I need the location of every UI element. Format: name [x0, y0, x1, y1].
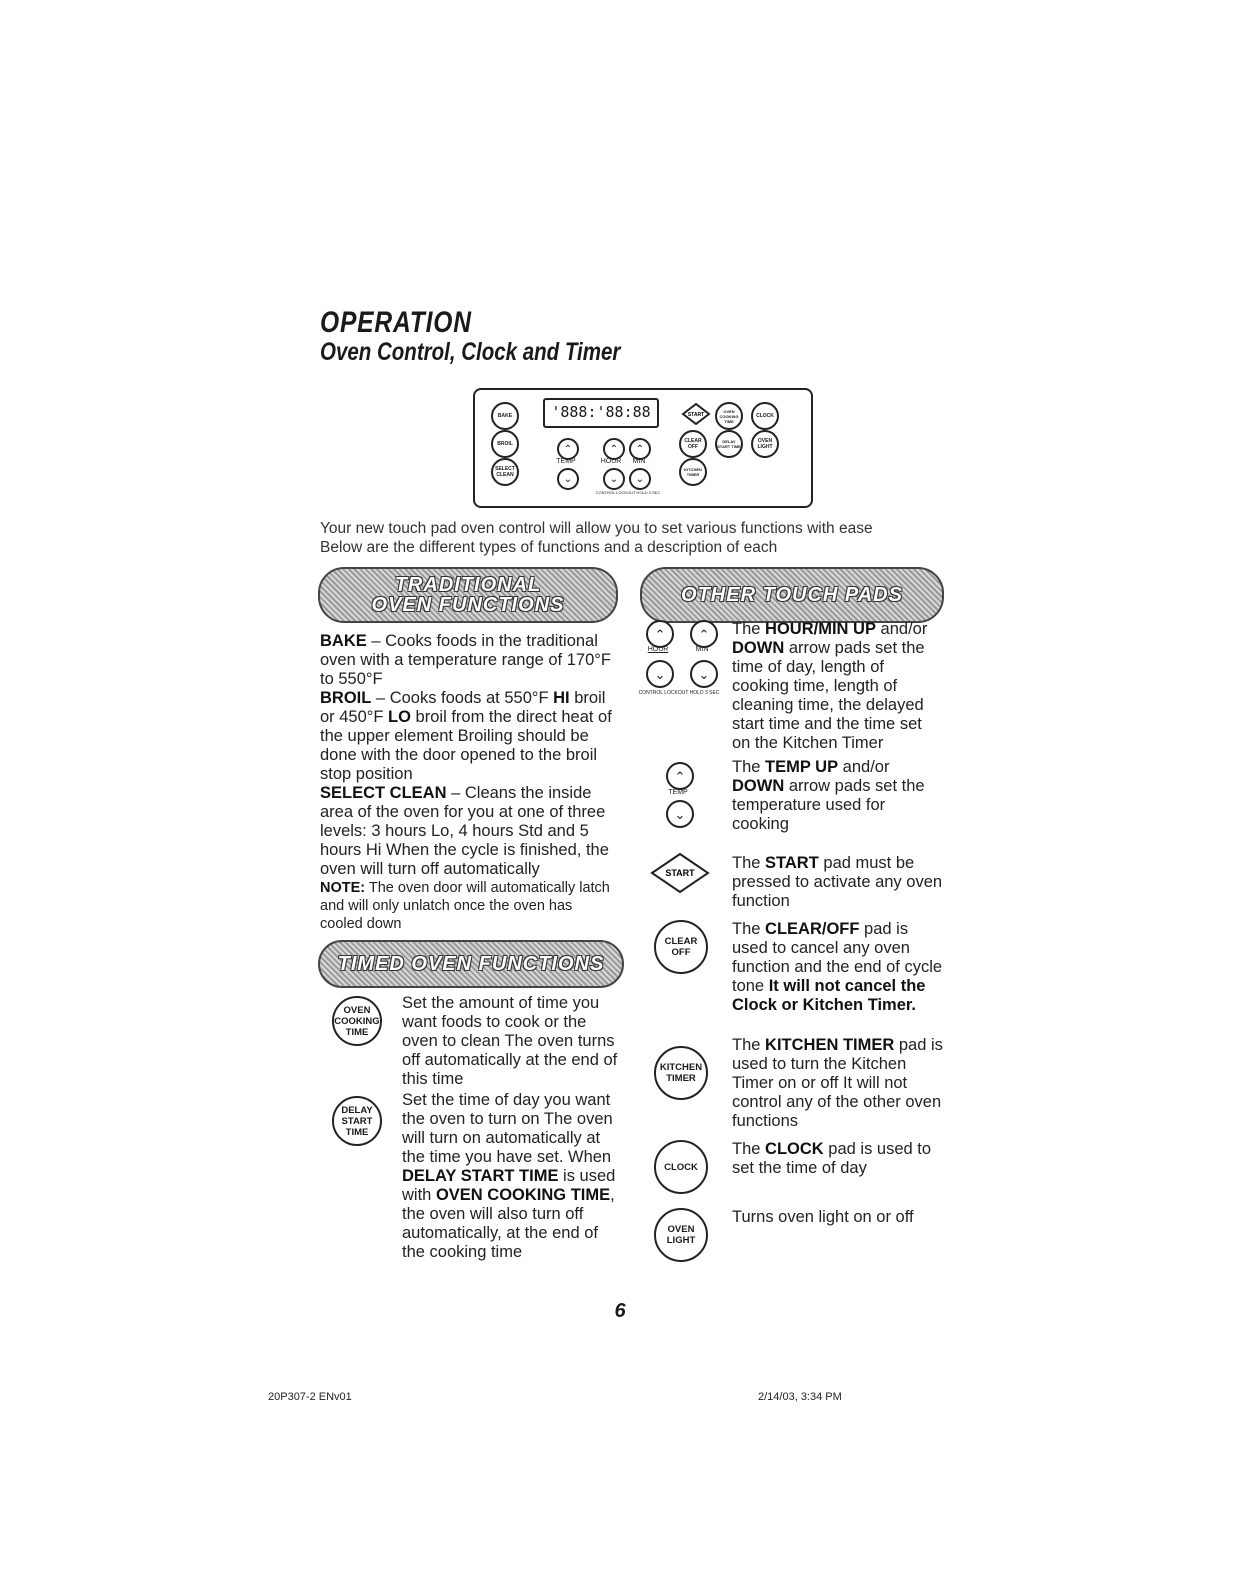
start-pad-illustration [681, 402, 711, 426]
clock-pad-illustration: CLOCK [751, 402, 779, 430]
delay-start-time-text: Set the time of day you want the oven to turn on The oven will turn on automatically at the time you have set. When DELAY START TIME is used with OVEN COOKING TIME, the oven will also turn off automatically, at the end of the cooking time [402, 1091, 616, 1261]
temp-label: TEMP [556, 458, 576, 465]
section-title: OPERATION [320, 306, 472, 339]
traditional-oven-functions-banner [318, 567, 618, 623]
kitchen-timer-description: The KITCHEN TIMER pad is used to turn the Kitchen Timer on or off It will not control any of the other oven functions [732, 1036, 943, 1130]
broil-paragraph: BROIL – Cooks foods at 550°F HI broil or 450°F LO broil from the direct heat of the upper element Broiling should be done with the door opened to the broil stop position [320, 689, 612, 783]
min-up-arrow-icon: ⌃ [629, 438, 651, 460]
temp-up-arrow-icon: ⌃ [666, 762, 694, 790]
min-label: MIN [695, 646, 709, 653]
select-clean-label: SELECT CLEAN [320, 784, 447, 802]
timed-banner-text: TIMED OVEN FUNCTIONS [337, 953, 605, 975]
intro-text [320, 519, 960, 557]
hour-min-description: The HOUR/MIN UP and/or DOWN arrow pads set the time of day, length of cooking time, length of cleaning time, the delayed start time and the time set on the Kitchen Timer [732, 620, 928, 752]
bake-pad-illustration: BAKE [491, 402, 519, 430]
delay-start-pad-illustration: DELAY START TIME [715, 430, 743, 458]
min-down-arrow-icon: ⌄ [629, 468, 651, 490]
oven-cooking-time-pad-illustration: OVEN COOKING TIME [715, 402, 743, 430]
broil-label: BROIL [320, 689, 372, 707]
min-up-arrow-icon: ⌃ [690, 620, 718, 648]
temp-down-arrow-icon: ⌄ [666, 800, 694, 828]
temp-down-arrow-icon: ⌄ [557, 468, 579, 490]
traditional-functions-text [320, 632, 618, 933]
start-pad [650, 852, 710, 894]
intro-line-2: Below are the different types of functions and a description of each [320, 539, 778, 556]
hour-down-arrow-icon: ⌄ [603, 468, 625, 490]
temp-up-arrow-icon: ⌃ [557, 438, 579, 460]
hour-label: HOUR [600, 458, 622, 465]
print-timestamp: 2/14/03, 3:34 PM [758, 1391, 842, 1403]
intro-line-1: Your new touch pad oven control will allow you to set various functions with ease [320, 520, 873, 537]
clear-off-pad: CLEAR OFF [654, 920, 708, 974]
oven-light-pad-illustration: OVEN LIGHT [751, 430, 779, 458]
bake-paragraph: BAKE – Cooks foods in the traditional oven with a temperature range of 170°F to 550°F [320, 632, 611, 688]
page-number: 6 [614, 1300, 626, 1322]
broil-pad-illustration: BROIL [491, 430, 519, 458]
other-touch-pads-banner [640, 567, 944, 623]
hour-label: HOUR [647, 646, 669, 653]
start-description: The START pad must be pressed to activate any oven function [732, 854, 943, 910]
bake-label: BAKE [320, 632, 367, 650]
hour-up-arrow-icon: ⌃ [603, 438, 625, 460]
banner-line-1: TRADITIONAL [394, 574, 542, 596]
delay-start-time-pad: DELAY START TIME [332, 1096, 382, 1146]
hour-down-arrow-icon: ⌄ [646, 660, 674, 688]
min-label: MIN [632, 458, 646, 465]
other-banner-text: OTHER TOUCH PADS [681, 584, 903, 606]
control-lockout-label: CONTROL LOCKOUT HOLD 3 SEC [595, 490, 661, 495]
note-paragraph: NOTE: The oven door will automatically latch and will only unlatch once the oven has cooled down [320, 880, 610, 932]
oven-cooking-time-pad: OVEN COOKING TIME [332, 996, 382, 1046]
control-lockout-label: CONTROL LOCKOUT HOLD 3 SEC [638, 690, 720, 696]
oven-light-pad: OVEN LIGHT [654, 1208, 708, 1262]
clear-off-description: The CLEAR/OFF pad is used to cancel any oven function and the end of cycle tone It will not cancel the Clock or Kitchen Timer. [732, 920, 943, 1014]
hour-up-arrow-icon: ⌃ [646, 620, 674, 648]
page-subtitle: Oven Control, Clock and Timer [320, 338, 621, 366]
start-pad-illustration-label: START [687, 412, 705, 418]
digital-display: '888:'88:88 [543, 398, 659, 428]
kitchen-timer-pad: KITCHEN TIMER [654, 1046, 708, 1100]
oven-light-description: Turns oven light on or off [732, 1208, 914, 1226]
min-down-arrow-icon: ⌄ [690, 660, 718, 688]
timed-oven-functions-banner [318, 940, 624, 988]
temp-description: The TEMP UP and/or DOWN arrow pads set the temperature used for cooking [732, 758, 925, 833]
select-clean-pad-illustration: SELECT CLEAN [491, 458, 519, 486]
document-code: 20P307-2 ENv01 [268, 1391, 352, 1403]
select-clean-paragraph: SELECT CLEAN – Cleans the inside area of the oven for you at one of three levels: 3 hours Lo, 4 hours Std and 5 hours Hi When the cycle is finished, the oven will turn off automatically [320, 784, 609, 878]
oven-cooking-time-text: Set the amount of time you want foods to cook or the oven to clean The oven turns off automatically at the end of this time [402, 994, 618, 1088]
note-label: NOTE: [320, 880, 366, 896]
temp-label: TEMP [668, 789, 688, 796]
clock-pad: CLOCK [654, 1140, 708, 1194]
start-pad-label: START [665, 868, 695, 878]
clear-off-pad-illustration: CLEAR OFF [679, 430, 707, 458]
control-panel-illustration [473, 388, 813, 508]
banner-line-2: OVEN FUNCTIONS [371, 594, 565, 616]
kitchen-timer-pad-illustration: KITCHEN TIMER [679, 458, 707, 486]
clock-description: The CLOCK pad is used to set the time of day [732, 1140, 932, 1177]
